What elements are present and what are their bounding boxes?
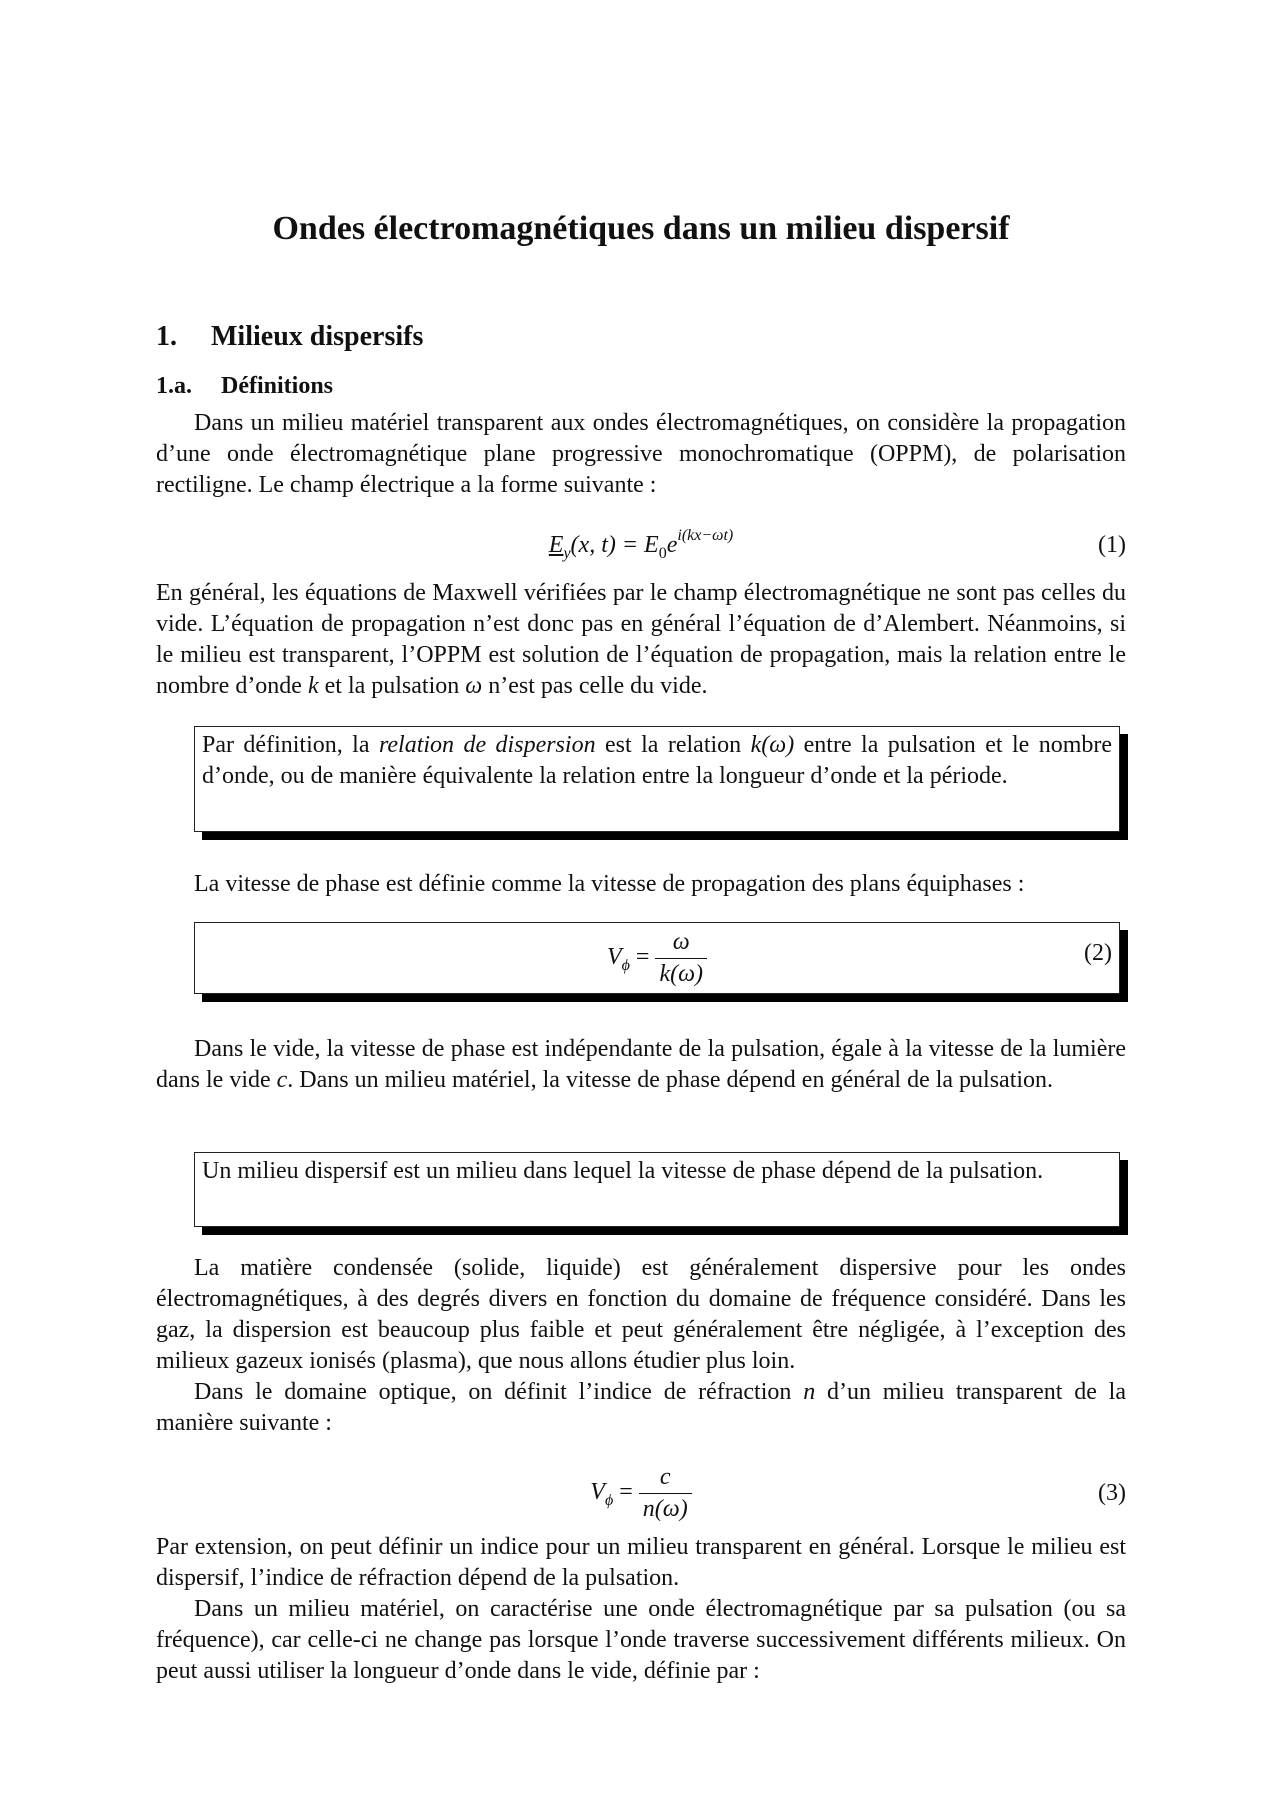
- eq3-numerator: c: [659, 1464, 671, 1490]
- eq2-equals: =: [635, 944, 650, 971]
- paragraph-3: La vitesse de phase est définie comme la vitesse de propagation des plans équiphases :: [194, 871, 1025, 897]
- p6-start: Dans le domaine optique, on définit l’indice de réfraction: [194, 1379, 792, 1405]
- eq1-exponent: i(kx−ωt): [677, 527, 734, 544]
- box2-text: Un milieu dispersif est un milieu dans lequel la vitesse de phase dépend de la pulsation.: [202, 1158, 1044, 1184]
- p2-end: n’est pas celle du vide.: [488, 673, 708, 699]
- paragraph-5: La matière condensée (solide, liquide) est généralement dispersive pour les ondes électromagnétiques, à des degrés divers en fonction du domaine de fréquence considéré. Dans les gaz, la dispersion est beaucoup plus faible et peut généralement être négligée, à l’exception des milieux gazeux ionisés (plasma), que nous allons étudier plus loin.: [156, 1255, 1126, 1374]
- eq2-fraction: [655, 927, 707, 990]
- p4-c: c: [276, 1067, 288, 1093]
- paragraph-1: Dans un milieu matériel transparent aux ondes électromagnétiques, on considère la propagation d’une onde électromagnétique plane progressive monochromatique (OPPM), de polarisation rectiligne. Le champ électrique a la forme suivante :: [156, 410, 1126, 498]
- eq3-fraction: [639, 1462, 692, 1525]
- paragraph-4: [156, 1034, 1126, 1096]
- eq2-denominator: k(ω): [655, 958, 707, 990]
- p2-k: k: [307, 673, 319, 699]
- eq3-denominator: n(ω): [639, 1493, 692, 1525]
- box1-start: Par définition, la: [202, 732, 370, 758]
- eq1-field: E: [548, 532, 564, 558]
- equation-number-2: (2): [1084, 940, 1112, 966]
- p6-n: n: [803, 1379, 816, 1405]
- equation-2-body: [195, 927, 1119, 990]
- eq3-lhs: V: [590, 1479, 605, 1506]
- paragraph-7: Par extension, on peut définir un indice pour un milieu transparent en général. Lorsque le milieu est dispersif, l’indice de réfraction dépend de la pulsation.: [156, 1534, 1126, 1591]
- eq3-sub: ϕ: [604, 1492, 614, 1510]
- section-heading-1: [156, 320, 423, 354]
- eq1-base: e: [666, 532, 678, 558]
- section-title: Milieux dispersifs: [211, 321, 424, 352]
- eq1-sub0: 0: [658, 545, 667, 562]
- eq1-sub: y: [563, 545, 571, 562]
- equation-box-2: [194, 922, 1120, 994]
- equation-1: [156, 527, 1126, 580]
- p2-text: En général, les équations de Maxwell vérifiées par le champ électromagnétique ne sont pas celles du vide. L’équation de propagation n’est donc pas en général l’équation de d’Alembert. Néanmoins, si le milieu est transparent, l’OPPM est solution de l’équation de propagation, mais la relation entre le nombre d’onde: [156, 580, 1126, 699]
- eq2-lhs: V: [606, 944, 622, 971]
- definition-box-dispersion: [194, 726, 1120, 832]
- box1-text: [202, 730, 1112, 792]
- eq1-args: (x, t) = E: [570, 532, 659, 558]
- subsection-title: Définitions: [221, 373, 334, 399]
- p2-omega: ω: [465, 673, 483, 699]
- subsection-heading-1a: [156, 371, 333, 401]
- paragraph-2: [156, 578, 1126, 702]
- p2-mid: et la pulsation: [324, 673, 460, 699]
- definition-box-dispersive-medium: [194, 1152, 1120, 1227]
- p4-start: Dans le vide, la vitesse de phase est indépendante de la pulsation, égale à la vitesse de la lumière dans le vide: [156, 1036, 1126, 1093]
- p4-end: . Dans un milieu matériel, la vitesse de phase dépend en général de la pulsation.: [287, 1067, 1054, 1093]
- p6-end: d’un milieu transparent de la manière suivante :: [156, 1379, 1126, 1436]
- equation-3: [156, 1462, 1126, 1526]
- paragraph-6: [156, 1377, 1126, 1439]
- equation-3-body: [156, 1462, 1126, 1525]
- document-title: Ondes électromagnétiques dans un milieu dispersif: [272, 210, 1010, 247]
- equation-number-3: (3): [1098, 1480, 1126, 1506]
- eq2-sub: ϕ: [621, 957, 630, 975]
- box1-emphasis: relation de dispersion: [378, 732, 596, 758]
- box1-mid: est la relation: [605, 732, 742, 758]
- equation-1-body: [156, 527, 1126, 562]
- equation-number-1: (1): [1098, 532, 1126, 558]
- paragraph-8: Dans un milieu matériel, on caractérise une onde électromagnétique par sa pulsation (ou sa fréquence), car celle-ci ne change pas lorsque l’onde traverse successivement différents milieux. On peut aussi utiliser la longueur d’onde dans le vide, définie par :: [156, 1596, 1126, 1684]
- eq3-equals: =: [619, 1479, 633, 1506]
- box1-end: entre la pulsation et le nombre d’onde, ou de manière équivalente la relation entre la longueur d’onde et la période.: [202, 732, 1113, 789]
- subsection-number: 1.a.: [156, 373, 192, 399]
- eq2-numerator: ω: [672, 929, 690, 955]
- box1-math: k(ω): [750, 732, 795, 758]
- section-number: 1.: [156, 321, 177, 352]
